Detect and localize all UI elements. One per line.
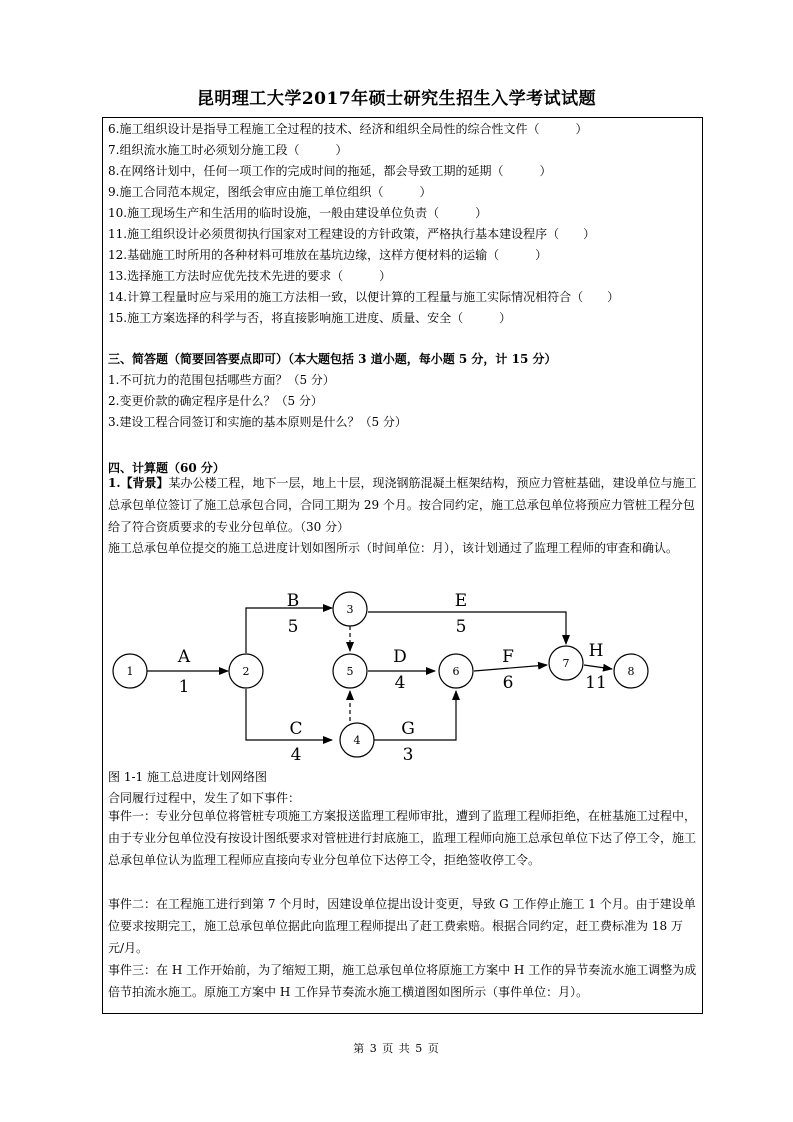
activity-c-duration: 4 [290,745,302,765]
activity-d-duration: 4 [394,673,406,693]
activity-h-name: H [588,641,604,661]
judge-item-7: 7.组织流水施工时必须划分施工段（ ） [108,143,348,157]
node-4-label: 4 [353,734,361,747]
node-2-label: 2 [242,665,250,678]
node-1-label: 1 [126,665,134,678]
event-1: 事件一：专业分包单位将管桩专项施工方案报送监理工程师审批，遭到了监理工程师拒绝，在桩基施工过程中，由于专业分包单位没有按设计图纸要求对管桩进行封底施工，监理工程师向施工总承包单位下达了停工令，施工总承包单位认为监理工程师应直接向专业分包单位下达停工令，拒绝签收停工令。 [108,809,697,867]
q1-plan-text: 施工总承包单位提交的施工总进度计划如图所示（时间单位：月），该计划通过了监理工程师的审查和确认。 [108,541,679,555]
q1-number: 1. [108,476,121,490]
node-3-label: 3 [346,603,354,616]
exam-title: 昆明理工大学2017年硕士研究生招生入学考试试题 [196,89,597,109]
event-2: 事件二：在工程施工进行到第 7 个月时，因建设单位提出设计变更，导致 G 工作停止施工 1 个月。由于建设单位要求按期完工，施工总承包单位据此向监理工程师提出了赶工费索赔。根据合同约定，赶工费标准为 18 万元/月。 [108,897,696,955]
judge-item-10: 10.施工现场生产和生活用的临时设施，一般由建设单位负责（ ） [108,206,488,220]
judge-item-13: 13.选择施工方法时应优先技术先进的要求（ ） [108,269,392,283]
section4-heading: 四、计算题（60 分） [108,461,225,475]
activity-h-duration: 11 [585,673,607,693]
activity-f-duration: 6 [502,673,514,693]
activity-g-duration: 3 [402,745,414,765]
activity-b-name: B [286,591,300,611]
activity-e-duration: 5 [455,617,467,637]
figure-caption: 图 1-1 施工总进度计划网络图 [108,770,267,784]
short-answer-2: 2.变更价款的确定程序是什么？（5 分） [108,394,323,408]
node-5-label: 5 [346,665,354,678]
judge-item-14: 14.计算工程量时应与采用的施工方法相一致，以便计算的工程量与施工实际情况相符合（ ） [108,290,620,304]
short-answer-3: 3.建设工程合同签订和实施的基本原则是什么？（5 分） [108,415,407,429]
activity-d-name: D [393,647,407,667]
node-8-label: 8 [627,665,635,678]
activity-a-duration: 1 [178,677,190,697]
events-intro: 合同履行过程中，发生了如下事件： [108,791,301,805]
event-3: 事件三：在 H 工作开始前，为了缩短工期，施工总承包单位将原施工方案中 H 工作的异节奏流水施工调整为成倍节拍流水施工。原施工方案中 H 工作异节奏流水施工横道图如图所示（事件单位：月）。 [108,963,697,999]
q1-background-tag: 【背景】 [120,476,169,490]
judge-item-11: 11.施工组织设计必须贯彻执行国家对工程建设的方针政策，严格执行基本建设程序（ ） [108,227,596,241]
judge-item-8: 8.在网络计划中，任何一项工作的完成时间的拖延，都会导致工期的延期（ ） [108,164,552,178]
arrow-e [368,612,566,644]
activity-f-name: F [502,647,514,667]
section3-heading: 三、简答题（简要回答要点即可）（本大题包括 3 道小题，每小题 5 分，计 15 分） [108,352,557,366]
short-answer-1: 1.不可抗力的范围包括哪些方面？（5 分） [108,373,335,387]
judge-item-12: 12.基础施工时所用的各种材料可堆放在基坑边缘，这样方便材料的运输（ ） [108,248,548,262]
judge-item-15: 15.施工方案选择的科学与否，将直接影响施工进度、质量、安全（ ） [108,311,512,325]
node-6-label: 6 [452,665,460,678]
node-7-label: 7 [562,657,570,670]
activity-g-name: G [401,719,415,739]
q1-background-text: 某办公楼工程，地下一层，地上十层，现浇钢筋混凝土框架结构，预应力管桩基础，建设单位与施工总承包单位签订了施工总承包合同，合同工期为 29 个月。按合同约定，施工总承包单位将预应力管桩工程分包给了符合资质要求的专业分包单位。（30 分） [108,476,697,534]
activity-c-name: C [289,719,303,739]
page-footer: 第 3 页 共 5 页 [353,1042,440,1055]
activity-a-name: A [177,647,191,667]
activity-b-duration: 5 [287,617,299,637]
arrow-h [584,665,612,669]
judge-item-6: 6.施工组织设计是指导工程施工全过程的技术、经济和组织全局性的综合性文件（ ） [108,122,588,136]
judge-item-9: 9.施工合同范本规定，图纸会审应由施工单位组织（ ） [108,185,432,199]
activity-e-name: E [454,591,468,611]
